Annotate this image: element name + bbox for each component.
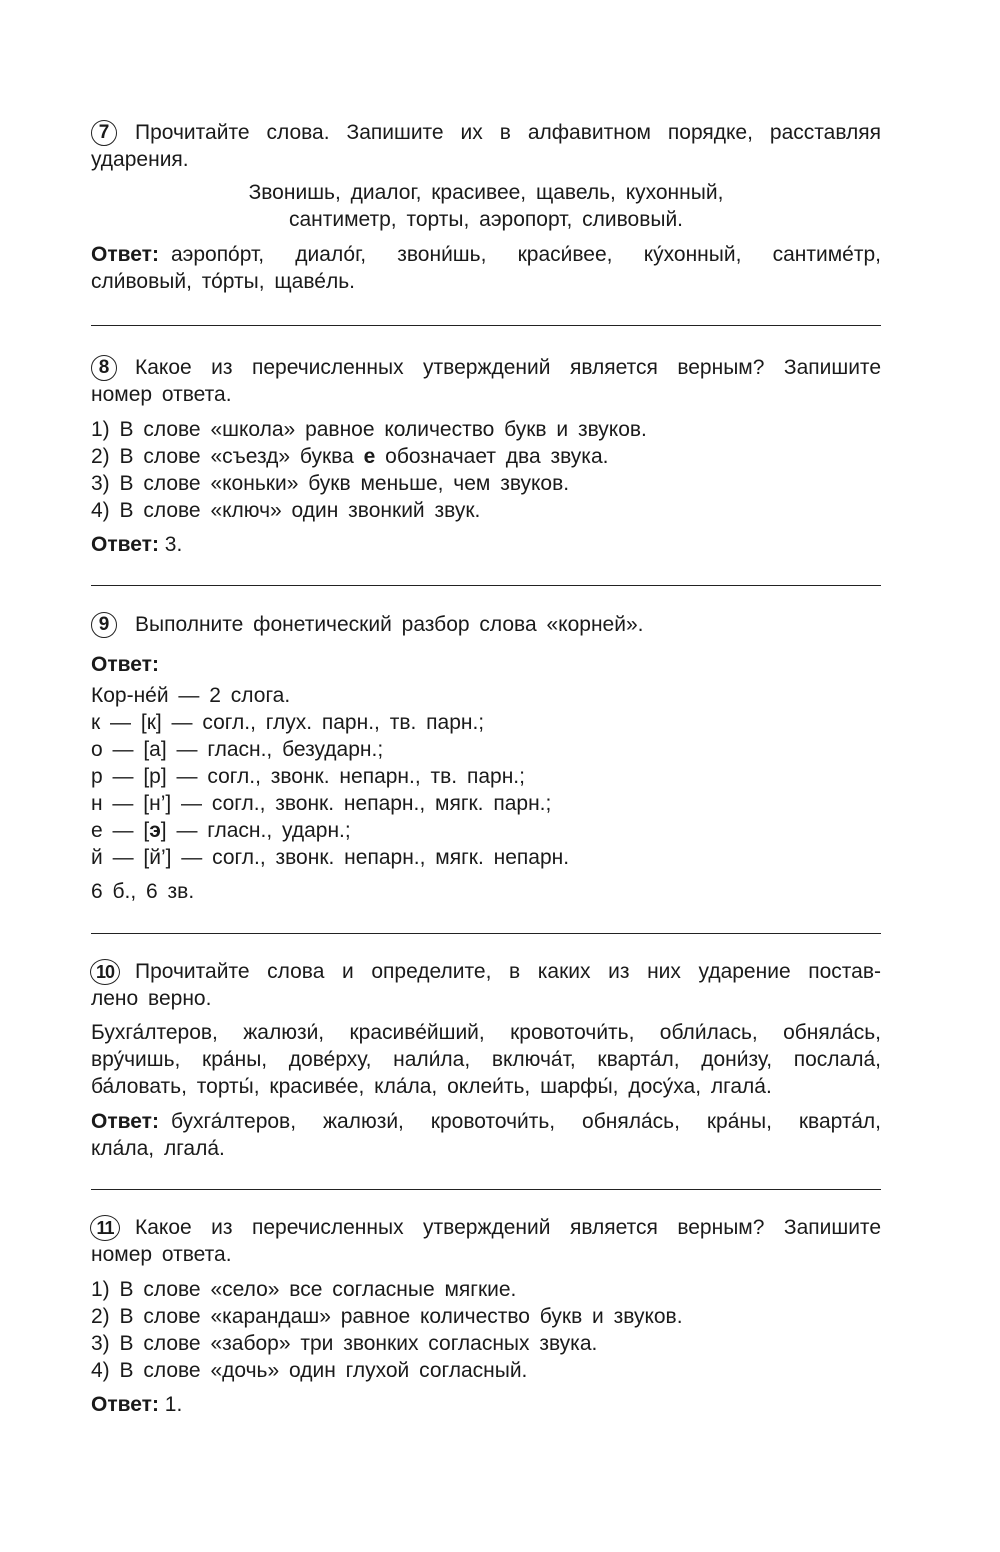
task-7-answer-line-2: сли́вовый, то́рты, щаве́ль. — [91, 270, 355, 293]
option-text-tail: обозначает два звука. — [385, 445, 609, 468]
task-number-8: 8 — [91, 355, 117, 381]
task-8-answer — [91, 531, 881, 558]
task-11-question-line-2: номер ответа. — [91, 1243, 232, 1266]
task-9-line: р — [р] — согл., звонк. непарн., тв. парн.; — [91, 765, 525, 788]
task-number-10: 10 — [90, 959, 120, 985]
option-bold-letter: е — [363, 445, 376, 468]
task-9-line: Кор-не́й — 2 слога. — [91, 684, 291, 707]
divider — [91, 1189, 881, 1190]
task-11-option-4: 4) В слове «дочь» один глухой согласный. — [91, 1359, 528, 1382]
task-number-11: 11 — [90, 1215, 120, 1241]
answer-label: Ответ: — [91, 1110, 159, 1133]
task-7-words-line-1: Звонишь, диалог, красивее, щавель, кухонный, — [248, 181, 724, 204]
task-9-question: Выполните фонетический разбор слова «корней». — [135, 613, 644, 636]
task-9-line: й — [й’] — согл., звонк. непарн., мягк. непарн. — [91, 846, 570, 869]
task-10-answer-line-1 — [91, 1108, 881, 1135]
task-11-question-line-1: Какое из перечисленных утверждений является верным? Запишите — [135, 1216, 881, 1239]
task-11-option-3: 3) В слове «забор» три звонких согласных звука. — [91, 1332, 598, 1355]
task-10-question-line-1: Прочитайте слова и определите, в каких из них ударение постав- — [135, 960, 881, 983]
divider — [91, 933, 881, 934]
task-8-option-4: 4) В слове «ключ» один звонкий звук. — [91, 499, 481, 522]
task-9-line: о — [а] — гласн., безударн.; — [91, 738, 384, 761]
bold-sound: э — [149, 819, 161, 842]
task-10-words-line-1: Бухга́лтеров, жалюзи́, красиве́йший, кровоточи́ть, обли́лась, обняла́сь, — [91, 1021, 881, 1044]
task-10-question-line-2: лено верно. — [91, 987, 212, 1010]
task-10-words-line-2: вру́чишь, кра́ны, дове́рху, нали́ла, включа́т, кварта́л, дони́зу, послала́, — [91, 1048, 881, 1071]
task-10-words-line-3: ба́ловать, торты́, красиве́е, кла́ла, оклеи́ть, шарфы́, досу́ха, лгала́. — [91, 1075, 772, 1098]
task-8-option-1: 1) В слове «школа» равное количество букв и звуков. — [91, 418, 647, 441]
task-7-answer-text: аэропо́рт, диало́г, звони́шь, краси́вее, ку́хонный, сантиме́тр, — [170, 243, 881, 266]
answer-label: Ответ: — [91, 243, 159, 266]
task-10-answer-line-2: кла́ла, лгала́. — [91, 1137, 225, 1160]
task-7-question-line-2: ударения. — [91, 148, 189, 171]
task-11-answer — [91, 1391, 881, 1418]
task-9-line: к — [к] — согл., глух. парн., тв. парн.; — [91, 711, 485, 734]
divider — [91, 585, 881, 586]
divider — [91, 325, 881, 326]
task-8-option-2 — [91, 443, 881, 470]
task-10-answer-text: бухга́лтеров, жалюзи́, кровоточи́ть, обняла́сь, кра́ны, кварта́л, — [170, 1110, 881, 1133]
task-8-question-line-2: номер ответа. — [91, 383, 232, 406]
task-11-option-2: 2) В слове «карандаш» равное количество букв и звуков. — [91, 1305, 683, 1328]
task-9-summary: 6 б., 6 зв. — [91, 880, 195, 903]
task-number-9: 9 — [91, 612, 117, 638]
task-9-line: н — [н’] — согл., звонк. непарн., мягк. парн.; — [91, 792, 552, 815]
task-9-answer-label: Ответ: — [91, 653, 159, 676]
answer-text: 3. — [164, 533, 183, 556]
answer-label: Ответ: — [91, 1393, 159, 1416]
task-9-line — [91, 817, 881, 844]
task-11-option-1: 1) В слове «село» все согласные мягкие. — [91, 1278, 517, 1301]
task-number-7: 7 — [91, 120, 117, 146]
task-8-question-line-1: Какое из перечисленных утверждений является верным? Запишите — [135, 356, 881, 379]
option-text: 2) В слове «съезд» буква — [91, 445, 354, 468]
line-text-tail: ] — гласн., ударн.; — [160, 819, 351, 842]
answer-label: Ответ: — [91, 533, 159, 556]
task-7-words-line-2: сантиметр, торты, аэропорт, сливовый. — [288, 208, 684, 231]
task-7-answer-line-1 — [91, 241, 881, 268]
task-7-question-line-1: Прочитайте слова. Запишите их в алфавитном порядке, расставляя — [135, 121, 881, 144]
answer-text: 1. — [164, 1393, 183, 1416]
task-8-option-3: 3) В слове «коньки» букв меньше, чем звуков. — [91, 472, 570, 495]
line-text: е — [ — [91, 819, 150, 842]
